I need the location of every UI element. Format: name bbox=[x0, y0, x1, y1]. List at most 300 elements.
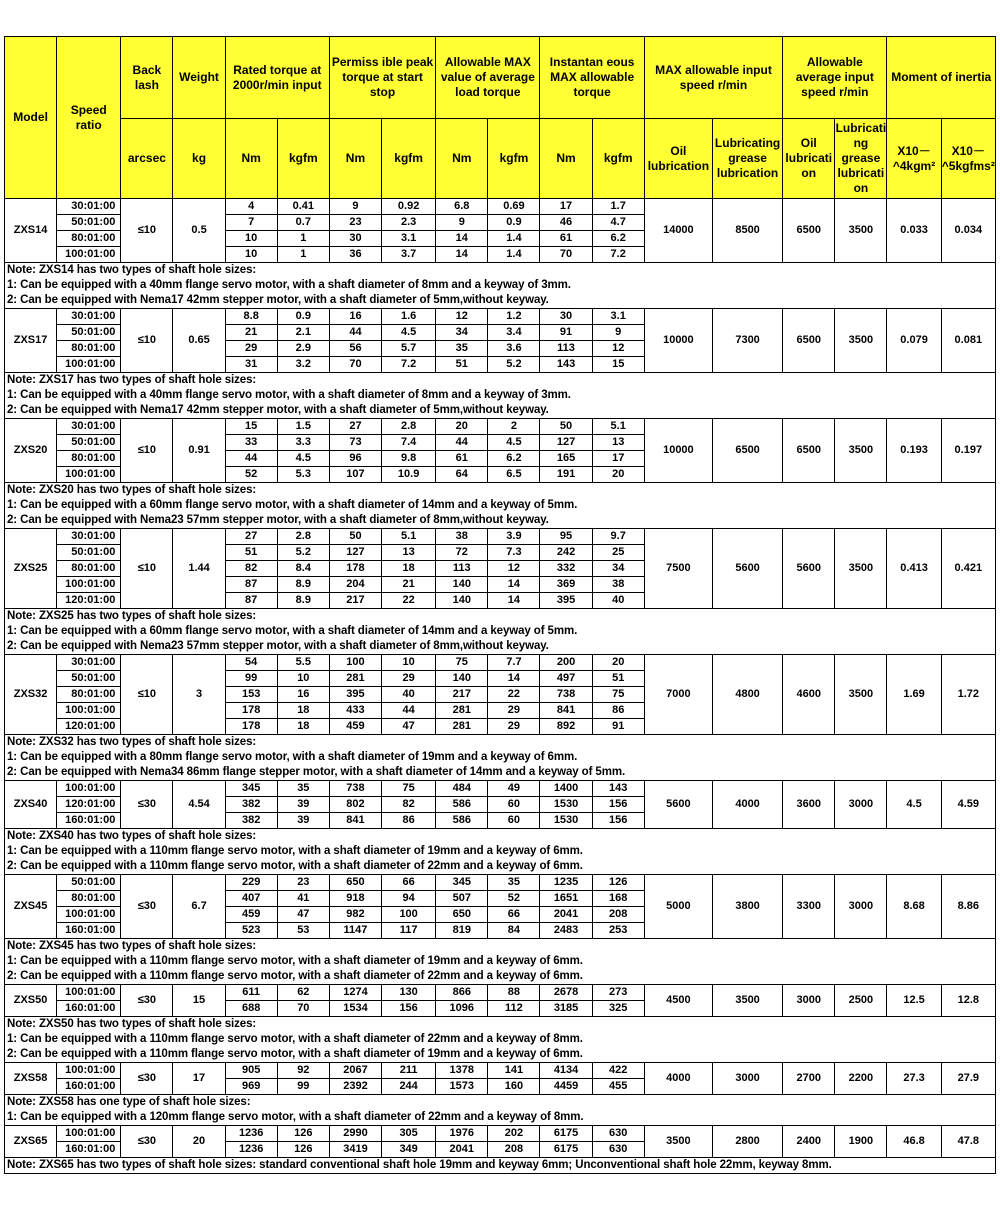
instant-nm-cell: 242 bbox=[540, 545, 592, 561]
peak-nm-cell: 100 bbox=[329, 655, 381, 671]
max-oil-cell: 10000 bbox=[644, 419, 712, 483]
peak-nm-cell: 2990 bbox=[329, 1126, 381, 1142]
table-row bbox=[5, 1063, 996, 1079]
instant-kgfm-cell: 20 bbox=[592, 467, 644, 483]
peak-nm-cell: 459 bbox=[329, 719, 381, 735]
inertia-1-cell: 0.079 bbox=[887, 309, 941, 373]
speed-ratio-cell: 160:01:00 bbox=[57, 813, 121, 829]
peak-kgfm-cell: 18 bbox=[382, 561, 436, 577]
rated-kgfm-cell: 0.41 bbox=[277, 199, 329, 215]
avg-kgfm-cell: 141 bbox=[488, 1063, 540, 1079]
rated-kgfm-cell: 2.9 bbox=[277, 341, 329, 357]
rated-kgfm-cell: 1.5 bbox=[277, 419, 329, 435]
instant-nm-cell: 1235 bbox=[540, 875, 592, 891]
peak-kgfm-cell: 211 bbox=[382, 1063, 436, 1079]
table-row bbox=[5, 781, 996, 797]
note-line: Note: ZXS45 has two types of shaft hole sizes: bbox=[7, 940, 257, 952]
instant-kgfm-cell: 12 bbox=[592, 341, 644, 357]
inertia-2-cell: 0.034 bbox=[941, 199, 995, 263]
avg-kgfm-cell: 60 bbox=[488, 797, 540, 813]
avg-nm-cell: 140 bbox=[436, 593, 488, 609]
avg-nm-cell: 35 bbox=[436, 341, 488, 357]
rated-nm-cell: 15 bbox=[225, 419, 277, 435]
model-name: ZXS65 bbox=[5, 1126, 57, 1158]
max-oil-cell: 5000 bbox=[644, 875, 712, 939]
instant-nm-cell: 2483 bbox=[540, 923, 592, 939]
peak-nm-cell: 982 bbox=[329, 907, 381, 923]
rated-kgfm-cell: 1 bbox=[277, 247, 329, 263]
peak-kgfm-cell: 3.1 bbox=[382, 231, 436, 247]
peak-nm-cell: 281 bbox=[329, 671, 381, 687]
avg-nm-cell: 14 bbox=[436, 231, 488, 247]
avg-nm-cell: 484 bbox=[436, 781, 488, 797]
speed-ratio-cell: 160:01:00 bbox=[57, 923, 121, 939]
speed-ratio-cell: 120:01:00 bbox=[57, 593, 121, 609]
instant-nm-cell: 892 bbox=[540, 719, 592, 735]
avg-kgfm-cell: 4.5 bbox=[488, 435, 540, 451]
instant-kgfm-cell: 422 bbox=[592, 1063, 644, 1079]
note-line: 1: Can be equipped with a 120mm flange servo motor, with a shaft diameter of 22mm and a keyway of 8mm. bbox=[7, 1111, 584, 1123]
avg-nm-cell: 64 bbox=[436, 467, 488, 483]
peak-nm-cell: 36 bbox=[329, 247, 381, 263]
backlash-cell: ≤10 bbox=[121, 199, 173, 263]
note-cell bbox=[5, 829, 996, 875]
avg-nm-cell: 345 bbox=[436, 875, 488, 891]
instant-kgfm-cell: 156 bbox=[592, 797, 644, 813]
table-row bbox=[5, 985, 996, 1001]
max-oil-cell: 4500 bbox=[644, 985, 712, 1017]
peak-kgfm-cell: 22 bbox=[382, 593, 436, 609]
rated-nm-cell: 382 bbox=[225, 797, 277, 813]
peak-kgfm-cell: 100 bbox=[382, 907, 436, 923]
weight-cell: 15 bbox=[173, 985, 225, 1017]
table-row bbox=[5, 655, 996, 671]
avg-kgfm-cell: 52 bbox=[488, 891, 540, 907]
instant-nm-cell: 369 bbox=[540, 577, 592, 593]
avg-nm-cell: 75 bbox=[436, 655, 488, 671]
header-avg-load-torque: Allowable MAX value of average load torque bbox=[436, 37, 540, 119]
rated-kgfm-cell: 18 bbox=[277, 703, 329, 719]
note-line: 1: Can be equipped with a 110mm flange servo motor, with a shaft diameter of 22mm and a keyway of 8mm. bbox=[7, 1033, 583, 1045]
instant-nm-cell: 1400 bbox=[540, 781, 592, 797]
instant-kgfm-cell: 253 bbox=[592, 923, 644, 939]
rated-nm-cell: 82 bbox=[225, 561, 277, 577]
inertia-2-cell: 4.59 bbox=[941, 781, 995, 829]
backlash-cell: ≤10 bbox=[121, 655, 173, 735]
avg-kgfm-cell: 12 bbox=[488, 561, 540, 577]
avg-grease-cell: 3500 bbox=[835, 655, 887, 735]
header-instant-torque: Instantan eous MAX allowable torque bbox=[540, 37, 644, 119]
header-max-grease: Lubricating grease lubrication bbox=[712, 119, 782, 199]
avg-nm-cell: 140 bbox=[436, 577, 488, 593]
speed-ratio-cell: 160:01:00 bbox=[57, 1079, 121, 1095]
speed-ratio-cell: 120:01:00 bbox=[57, 719, 121, 735]
model-name: ZXS58 bbox=[5, 1063, 57, 1095]
rated-nm-cell: 7 bbox=[225, 215, 277, 231]
rated-kgfm-cell: 8.9 bbox=[277, 593, 329, 609]
rated-kgfm-cell: 3.3 bbox=[277, 435, 329, 451]
instant-kgfm-cell: 13 bbox=[592, 435, 644, 451]
instant-nm-cell: 91 bbox=[540, 325, 592, 341]
avg-kgfm-cell: 160 bbox=[488, 1079, 540, 1095]
instant-kgfm-cell: 143 bbox=[592, 781, 644, 797]
instant-kgfm-cell: 1.7 bbox=[592, 199, 644, 215]
peak-kgfm-cell: 5.7 bbox=[382, 341, 436, 357]
avg-nm-cell: 507 bbox=[436, 891, 488, 907]
rated-kgfm-cell: 53 bbox=[277, 923, 329, 939]
note-line: 1: Can be equipped with a 40mm flange servo motor, with a shaft diameter of 8mm and a keyway of 3mm. bbox=[7, 279, 571, 291]
peak-kgfm-cell: 21 bbox=[382, 577, 436, 593]
instant-kgfm-cell: 38 bbox=[592, 577, 644, 593]
peak-kgfm-cell: 305 bbox=[382, 1126, 436, 1142]
instant-kgfm-cell: 51 bbox=[592, 671, 644, 687]
avg-nm-cell: 20 bbox=[436, 419, 488, 435]
instant-kgfm-cell: 34 bbox=[592, 561, 644, 577]
peak-nm-cell: 9 bbox=[329, 199, 381, 215]
inertia-1-cell: 12.5 bbox=[887, 985, 941, 1017]
speed-ratio-cell: 100:01:00 bbox=[57, 781, 121, 797]
note-line: 1: Can be equipped with a 60mm flange servo motor, with a shaft diameter of 14mm and a keyway of 5mm. bbox=[7, 499, 578, 511]
instant-kgfm-cell: 156 bbox=[592, 813, 644, 829]
peak-kgfm-cell: 117 bbox=[382, 923, 436, 939]
instant-kgfm-cell: 3.1 bbox=[592, 309, 644, 325]
header-avg-oil: Oil lubricati on bbox=[783, 119, 835, 199]
instant-nm-cell: 4459 bbox=[540, 1079, 592, 1095]
peak-nm-cell: 178 bbox=[329, 561, 381, 577]
avg-nm-cell: 72 bbox=[436, 545, 488, 561]
rated-nm-cell: 178 bbox=[225, 719, 277, 735]
peak-nm-cell: 96 bbox=[329, 451, 381, 467]
speed-ratio-cell: 50:01:00 bbox=[57, 435, 121, 451]
note-line: Note: ZXS14 has two types of shaft hole sizes: bbox=[7, 264, 257, 276]
max-oil-cell: 10000 bbox=[644, 309, 712, 373]
rated-kgfm-cell: 18 bbox=[277, 719, 329, 735]
instant-nm-cell: 395 bbox=[540, 593, 592, 609]
max-grease-cell: 4800 bbox=[712, 655, 782, 735]
peak-kgfm-cell: 7.4 bbox=[382, 435, 436, 451]
header-model: Model bbox=[5, 37, 57, 199]
instant-kgfm-cell: 126 bbox=[592, 875, 644, 891]
instant-nm-cell: 200 bbox=[540, 655, 592, 671]
backlash-cell: ≤30 bbox=[121, 1063, 173, 1095]
peak-nm-cell: 217 bbox=[329, 593, 381, 609]
rated-nm-cell: 1236 bbox=[225, 1126, 277, 1142]
header-speed-ratio: Speed ratio bbox=[57, 37, 121, 199]
peak-kgfm-cell: 47 bbox=[382, 719, 436, 735]
avg-grease-cell: 3000 bbox=[835, 875, 887, 939]
instant-kgfm-cell: 455 bbox=[592, 1079, 644, 1095]
rated-nm-cell: 1236 bbox=[225, 1142, 277, 1158]
backlash-cell: ≤30 bbox=[121, 985, 173, 1017]
peak-kgfm-cell: 0.92 bbox=[382, 199, 436, 215]
instant-nm-cell: 497 bbox=[540, 671, 592, 687]
avg-kgfm-cell: 29 bbox=[488, 719, 540, 735]
avg-kgfm-cell: 1.2 bbox=[488, 309, 540, 325]
avg-nm-cell: 650 bbox=[436, 907, 488, 923]
note-row bbox=[5, 483, 996, 529]
note-row bbox=[5, 373, 996, 419]
instant-kgfm-cell: 630 bbox=[592, 1126, 644, 1142]
speed-ratio-cell: 80:01:00 bbox=[57, 451, 121, 467]
inertia-2-cell: 1.72 bbox=[941, 655, 995, 735]
weight-cell: 1.44 bbox=[173, 529, 225, 609]
weight-cell: 20 bbox=[173, 1126, 225, 1158]
peak-kgfm-cell: 94 bbox=[382, 891, 436, 907]
peak-kgfm-cell: 7.2 bbox=[382, 357, 436, 373]
instant-kgfm-cell: 91 bbox=[592, 719, 644, 735]
speed-ratio-cell: 100:01:00 bbox=[57, 357, 121, 373]
note-cell bbox=[5, 483, 996, 529]
peak-kgfm-cell: 4.5 bbox=[382, 325, 436, 341]
avg-kgfm-cell: 2 bbox=[488, 419, 540, 435]
model-name: ZXS20 bbox=[5, 419, 57, 483]
avg-nm-cell: 1573 bbox=[436, 1079, 488, 1095]
note-row bbox=[5, 609, 996, 655]
avg-kgfm-cell: 49 bbox=[488, 781, 540, 797]
rated-nm-cell: 10 bbox=[225, 231, 277, 247]
instant-nm-cell: 17 bbox=[540, 199, 592, 215]
rated-kgfm-cell: 41 bbox=[277, 891, 329, 907]
peak-nm-cell: 802 bbox=[329, 797, 381, 813]
avg-kgfm-cell: 7.3 bbox=[488, 545, 540, 561]
peak-nm-cell: 107 bbox=[329, 467, 381, 483]
avg-oil-cell: 6500 bbox=[783, 199, 835, 263]
instant-kgfm-cell: 75 bbox=[592, 687, 644, 703]
max-oil-cell: 7500 bbox=[644, 529, 712, 609]
speed-ratio-cell: 100:01:00 bbox=[57, 907, 121, 923]
backlash-cell: ≤10 bbox=[121, 419, 173, 483]
avg-kgfm-cell: 112 bbox=[488, 1001, 540, 1017]
avg-kgfm-cell: 202 bbox=[488, 1126, 540, 1142]
avg-grease-cell: 3500 bbox=[835, 419, 887, 483]
avg-nm-cell: 61 bbox=[436, 451, 488, 467]
rated-kgfm-cell: 99 bbox=[277, 1079, 329, 1095]
peak-nm-cell: 395 bbox=[329, 687, 381, 703]
max-grease-cell: 3000 bbox=[712, 1063, 782, 1095]
instant-kgfm-cell: 168 bbox=[592, 891, 644, 907]
avg-kgfm-cell: 3.9 bbox=[488, 529, 540, 545]
instant-nm-cell: 50 bbox=[540, 419, 592, 435]
instant-nm-cell: 191 bbox=[540, 467, 592, 483]
unit-instant-nm: Nm bbox=[540, 119, 592, 199]
unit-rated-nm: Nm bbox=[225, 119, 277, 199]
instant-kgfm-cell: 325 bbox=[592, 1001, 644, 1017]
avg-kgfm-cell: 0.9 bbox=[488, 215, 540, 231]
rated-kgfm-cell: 35 bbox=[277, 781, 329, 797]
unit-avg-nm: Nm bbox=[436, 119, 488, 199]
rated-nm-cell: 99 bbox=[225, 671, 277, 687]
instant-kgfm-cell: 7.2 bbox=[592, 247, 644, 263]
avg-kgfm-cell: 22 bbox=[488, 687, 540, 703]
instant-nm-cell: 127 bbox=[540, 435, 592, 451]
table-row bbox=[5, 875, 996, 891]
speed-ratio-cell: 100:01:00 bbox=[57, 467, 121, 483]
instant-kgfm-cell: 208 bbox=[592, 907, 644, 923]
rated-nm-cell: 153 bbox=[225, 687, 277, 703]
peak-nm-cell: 27 bbox=[329, 419, 381, 435]
backlash-cell: ≤30 bbox=[121, 1126, 173, 1158]
peak-kgfm-cell: 5.1 bbox=[382, 529, 436, 545]
peak-kgfm-cell: 156 bbox=[382, 1001, 436, 1017]
model-name: ZXS40 bbox=[5, 781, 57, 829]
note-cell bbox=[5, 609, 996, 655]
avg-nm-cell: 34 bbox=[436, 325, 488, 341]
avg-nm-cell: 44 bbox=[436, 435, 488, 451]
note-line: Note: ZXS40 has two types of shaft hole sizes: bbox=[7, 830, 257, 842]
avg-grease-cell: 2500 bbox=[835, 985, 887, 1017]
rated-kgfm-cell: 10 bbox=[277, 671, 329, 687]
avg-nm-cell: 1378 bbox=[436, 1063, 488, 1079]
avg-grease-cell: 1900 bbox=[835, 1126, 887, 1158]
rated-nm-cell: 52 bbox=[225, 467, 277, 483]
rated-nm-cell: 27 bbox=[225, 529, 277, 545]
table-row bbox=[5, 419, 996, 435]
avg-oil-cell: 6500 bbox=[783, 309, 835, 373]
instant-nm-cell: 113 bbox=[540, 341, 592, 357]
instant-nm-cell: 1530 bbox=[540, 813, 592, 829]
peak-nm-cell: 16 bbox=[329, 309, 381, 325]
instant-kgfm-cell: 273 bbox=[592, 985, 644, 1001]
weight-cell: 6.7 bbox=[173, 875, 225, 939]
max-grease-cell: 8500 bbox=[712, 199, 782, 263]
max-oil-cell: 14000 bbox=[644, 199, 712, 263]
max-grease-cell: 5600 bbox=[712, 529, 782, 609]
avg-kgfm-cell: 1.4 bbox=[488, 247, 540, 263]
avg-kgfm-cell: 14 bbox=[488, 577, 540, 593]
note-row bbox=[5, 735, 996, 781]
speed-ratio-cell: 30:01:00 bbox=[57, 655, 121, 671]
avg-nm-cell: 281 bbox=[436, 703, 488, 719]
avg-nm-cell: 1096 bbox=[436, 1001, 488, 1017]
weight-cell: 0.65 bbox=[173, 309, 225, 373]
inertia-1-cell: 8.68 bbox=[887, 875, 941, 939]
note-cell bbox=[5, 1095, 996, 1126]
note-line: 1: Can be equipped with a 110mm flange servo motor, with a shaft diameter of 19mm and a keyway of 6mm. bbox=[7, 955, 583, 967]
rated-nm-cell: 31 bbox=[225, 357, 277, 373]
rated-nm-cell: 905 bbox=[225, 1063, 277, 1079]
note-line: 2: Can be equipped with Nema17 42mm stepper motor, with a shaft diameter of 5mm,without keyway. bbox=[7, 404, 549, 416]
unit-weight: kg bbox=[173, 119, 225, 199]
max-grease-cell: 3500 bbox=[712, 985, 782, 1017]
inertia-2-cell: 8.86 bbox=[941, 875, 995, 939]
note-line: 2: Can be equipped with a 110mm flange servo motor, with a shaft diameter of 19mm and a keyway of 6mm. bbox=[7, 1048, 583, 1060]
instant-nm-cell: 6175 bbox=[540, 1126, 592, 1142]
peak-nm-cell: 841 bbox=[329, 813, 381, 829]
avg-kgfm-cell: 7.7 bbox=[488, 655, 540, 671]
backlash-cell: ≤10 bbox=[121, 529, 173, 609]
peak-kgfm-cell: 349 bbox=[382, 1142, 436, 1158]
speed-ratio-cell: 80:01:00 bbox=[57, 687, 121, 703]
rated-kgfm-cell: 70 bbox=[277, 1001, 329, 1017]
speed-ratio-cell: 80:01:00 bbox=[57, 561, 121, 577]
instant-nm-cell: 46 bbox=[540, 215, 592, 231]
peak-kgfm-cell: 40 bbox=[382, 687, 436, 703]
rated-kgfm-cell: 2.8 bbox=[277, 529, 329, 545]
peak-kgfm-cell: 3.7 bbox=[382, 247, 436, 263]
note-cell bbox=[5, 735, 996, 781]
rated-kgfm-cell: 8.4 bbox=[277, 561, 329, 577]
unit-backlash: arcsec bbox=[121, 119, 173, 199]
model-name: ZXS50 bbox=[5, 985, 57, 1017]
avg-grease-cell: 3500 bbox=[835, 199, 887, 263]
instant-kgfm-cell: 40 bbox=[592, 593, 644, 609]
note-row bbox=[5, 829, 996, 875]
rated-kgfm-cell: 62 bbox=[277, 985, 329, 1001]
avg-grease-cell: 3000 bbox=[835, 781, 887, 829]
peak-nm-cell: 1147 bbox=[329, 923, 381, 939]
note-cell bbox=[5, 263, 996, 309]
instant-kgfm-cell: 17 bbox=[592, 451, 644, 467]
instant-kgfm-cell: 20 bbox=[592, 655, 644, 671]
avg-nm-cell: 9 bbox=[436, 215, 488, 231]
note-line: Note: ZXS58 has one type of shaft hole sizes: bbox=[7, 1096, 251, 1108]
peak-nm-cell: 738 bbox=[329, 781, 381, 797]
unit-peak-kgfm: kgfm bbox=[382, 119, 436, 199]
table-row bbox=[5, 199, 996, 215]
avg-nm-cell: 819 bbox=[436, 923, 488, 939]
instant-nm-cell: 332 bbox=[540, 561, 592, 577]
avg-oil-cell: 3000 bbox=[783, 985, 835, 1017]
max-oil-cell: 5600 bbox=[644, 781, 712, 829]
unit-peak-nm: Nm bbox=[329, 119, 381, 199]
avg-kgfm-cell: 60 bbox=[488, 813, 540, 829]
peak-nm-cell: 44 bbox=[329, 325, 381, 341]
avg-kgfm-cell: 84 bbox=[488, 923, 540, 939]
instant-nm-cell: 30 bbox=[540, 309, 592, 325]
inertia-1-cell: 46.8 bbox=[887, 1126, 941, 1158]
header-max-oil: Oil lubrication bbox=[644, 119, 712, 199]
header-inertia-1: X10－^4kgm² bbox=[887, 119, 941, 199]
instant-kgfm-cell: 5.1 bbox=[592, 419, 644, 435]
instant-kgfm-cell: 630 bbox=[592, 1142, 644, 1158]
peak-nm-cell: 73 bbox=[329, 435, 381, 451]
rated-nm-cell: 407 bbox=[225, 891, 277, 907]
avg-kgfm-cell: 14 bbox=[488, 593, 540, 609]
instant-nm-cell: 165 bbox=[540, 451, 592, 467]
speed-ratio-cell: 50:01:00 bbox=[57, 215, 121, 231]
model-name: ZXS17 bbox=[5, 309, 57, 373]
speed-ratio-cell: 160:01:00 bbox=[57, 1001, 121, 1017]
header-max-speed: MAX allowable input speed r/min bbox=[644, 37, 782, 119]
rated-nm-cell: 87 bbox=[225, 593, 277, 609]
header-peak-torque: Permiss ible peak torque at start stop bbox=[329, 37, 435, 119]
avg-nm-cell: 2041 bbox=[436, 1142, 488, 1158]
peak-nm-cell: 56 bbox=[329, 341, 381, 357]
avg-nm-cell: 866 bbox=[436, 985, 488, 1001]
instant-nm-cell: 70 bbox=[540, 247, 592, 263]
peak-kgfm-cell: 10.9 bbox=[382, 467, 436, 483]
speed-ratio-cell: 30:01:00 bbox=[57, 419, 121, 435]
peak-kgfm-cell: 244 bbox=[382, 1079, 436, 1095]
instant-nm-cell: 2041 bbox=[540, 907, 592, 923]
rated-nm-cell: 51 bbox=[225, 545, 277, 561]
max-oil-cell: 7000 bbox=[644, 655, 712, 735]
peak-nm-cell: 70 bbox=[329, 357, 381, 373]
speed-ratio-cell: 100:01:00 bbox=[57, 1126, 121, 1142]
peak-kgfm-cell: 66 bbox=[382, 875, 436, 891]
note-cell bbox=[5, 1017, 996, 1063]
note-cell bbox=[5, 1158, 996, 1174]
max-oil-cell: 3500 bbox=[644, 1126, 712, 1158]
max-grease-cell: 4000 bbox=[712, 781, 782, 829]
note-row bbox=[5, 263, 996, 309]
avg-nm-cell: 14 bbox=[436, 247, 488, 263]
instant-nm-cell: 2678 bbox=[540, 985, 592, 1001]
peak-kgfm-cell: 13 bbox=[382, 545, 436, 561]
avg-grease-cell: 2200 bbox=[835, 1063, 887, 1095]
note-line: 2: Can be equipped with Nema23 57mm stepper motor, with a shaft diameter of 8mm,without keyway. bbox=[7, 640, 549, 652]
peak-nm-cell: 1274 bbox=[329, 985, 381, 1001]
